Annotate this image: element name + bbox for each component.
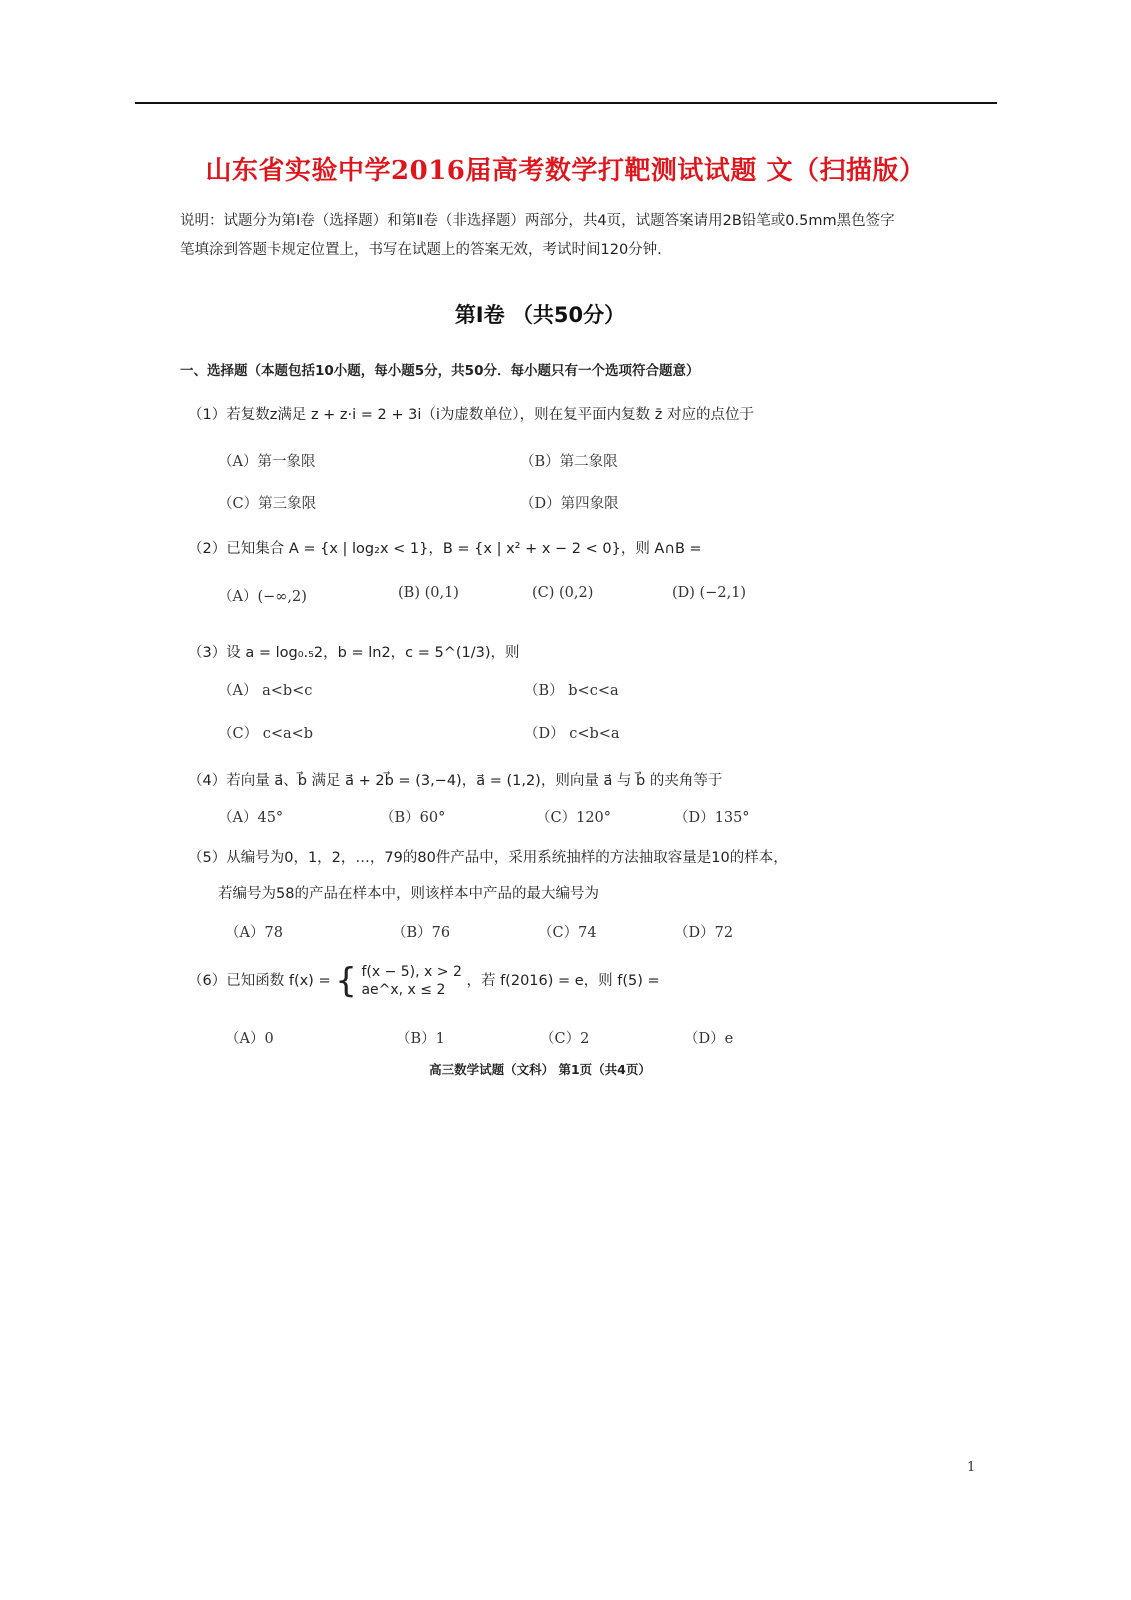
piecewise-brace: { (335, 961, 357, 1001)
question-1-stem: （1）若复数z满足 z + z·i = 2 + 3i（i为虚数单位），则在复平面内复数 z̄ 对应的点位于 (188, 407, 754, 423)
q6-stem-prefix: （6）已知函数 f(x) = (188, 973, 331, 989)
q3-option-c: （C） c<a<b (218, 726, 314, 742)
q4-option-a: （A）45° (218, 810, 284, 826)
q6-option-b: （B）1 (396, 1031, 445, 1047)
question-6-stem (188, 963, 660, 999)
piecewise-cases (361, 963, 461, 999)
q5-option-c: （C）74 (538, 925, 597, 941)
question-5-stem: （5）从编号为0，1，2，…，79的80件产品中，采用系统抽样的方法抽取容量是10的样本， (188, 850, 788, 866)
q4-option-c: （C）120° (536, 810, 612, 826)
q6-piece-2: ae^x, x ≤ 2 (361, 982, 446, 998)
q2-option-a: （A）(−∞,2) (218, 589, 307, 605)
q5-option-a: （A）78 (225, 925, 283, 941)
section-heading: 第Ⅰ卷 （共50分） (454, 303, 626, 327)
q2-option-d: (D) (−2,1) (672, 585, 747, 601)
scanned-exam-page (180, 195, 900, 1090)
q4-option-b: （B）60° (380, 810, 446, 826)
q3-option-a: （A） a<b<c (218, 683, 313, 699)
q6-option-d: （D）e (684, 1031, 734, 1047)
q3-option-d: （D） c<b<a (524, 726, 620, 742)
q2-option-c: (C) (0,2) (532, 585, 594, 601)
document-title: 山东省实验中学2016届高考数学打靶测试试题 文（扫描版） (205, 156, 926, 186)
q5-option-d: （D）72 (674, 925, 734, 941)
question-3-stem: （3）设 a = log₀.₅2，b = ln2，c = 5^(1/3)，则 (188, 645, 520, 661)
question-5-stem-continued: 若编号为58的产品在样本中，则该样本中产品的最大编号为 (218, 886, 599, 902)
question-2-stem: （2）已知集合 A = {x | log₂x < 1}，B = {x | x² + x − 2 < 0}，则 A∩B = (188, 541, 702, 557)
q1-option-c: （C）第三象限 (218, 496, 317, 512)
instructions-note: 说明：试题分为第Ⅰ卷（选择题）和第Ⅱ卷（非选择题）两部分，共4页，试题答案请用2B铅笔或0.5mm黑色签字笔填涂到答题卡规定位置上，书写在试题上的答案无效，考试时间120分钟. (180, 213, 895, 258)
q6-option-c: （C）2 (540, 1031, 590, 1047)
question-4-stem: （4）若向量 a⃗、b⃗ 满足 a⃗ + 2b⃗ = (3,−4)，a⃗ = (1,2)，则向量 a⃗ 与 b⃗ 的夹角等于 (188, 773, 723, 789)
q2-option-b: (B) (0,1) (398, 585, 459, 601)
q5-option-b: （B）76 (392, 925, 451, 941)
q1-option-a: （A）第一象限 (218, 454, 316, 470)
scan-footer: 高三数学试题（文科） 第1页（共4页） (429, 1062, 651, 1077)
part-description: 一、选择题（本题包括10小题，每小题5分，共50分．每小题只有一个选项符合题意） (180, 363, 700, 379)
q6-option-a: （A）0 (225, 1031, 274, 1047)
q6-stem-suffix: ，若 f(2016) = e，则 f(5) = (466, 973, 660, 989)
page-number: 1 (967, 1460, 976, 1475)
header-rule (135, 102, 997, 104)
q4-option-d: （D）135° (674, 810, 750, 826)
q3-option-b: （B） b<c<a (524, 683, 619, 699)
q6-piece-1: f(x − 5), x > 2 (361, 964, 462, 980)
q1-option-b: （B）第二象限 (520, 454, 618, 470)
q1-option-d: （D）第四象限 (520, 496, 619, 512)
